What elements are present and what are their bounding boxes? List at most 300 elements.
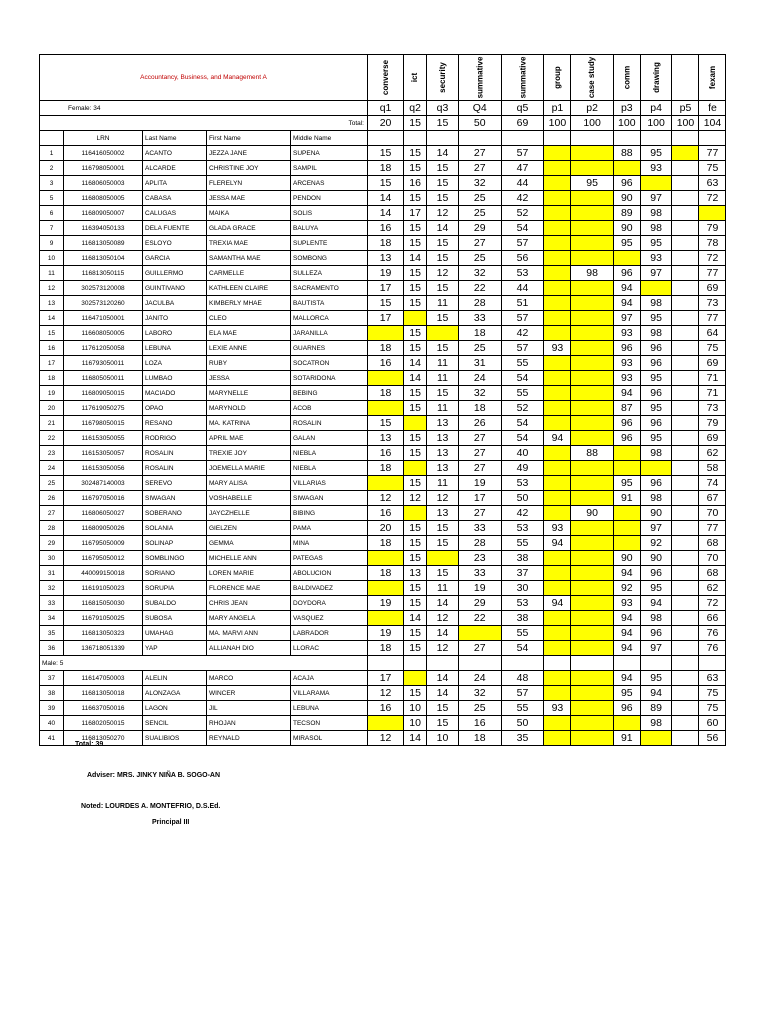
- middle-name-cell: MINA: [291, 536, 368, 551]
- score-cell: [672, 401, 699, 416]
- noted-line: Noted: LOURDES A. MONTEFRIO, D.S.Ed.: [81, 803, 221, 810]
- score-cell: 77: [699, 266, 726, 281]
- score-cell: [571, 326, 613, 341]
- first-name-cell: KIMBERLY MHAE: [207, 296, 291, 311]
- last-name-cell: SUBALDO: [143, 596, 207, 611]
- middle-name-cell: MIRASOL: [291, 731, 368, 746]
- score-cell: 55: [501, 386, 544, 401]
- max-score-cell: 100: [571, 116, 613, 131]
- last-name-cell: MACIADO: [143, 386, 207, 401]
- score-cell: 94: [544, 596, 571, 611]
- student-row: [40, 461, 726, 476]
- score-cell: 95: [613, 236, 640, 251]
- last-name-cell: RODRIGO: [143, 431, 207, 446]
- score-cell: 13: [427, 461, 459, 476]
- score-cell: [544, 446, 571, 461]
- row-number: 37: [40, 671, 64, 686]
- score-cell: 12: [427, 641, 459, 656]
- score-cell: [368, 401, 404, 416]
- score-cell: 95: [640, 311, 672, 326]
- first-name-cell: MARY ALISA: [207, 476, 291, 491]
- last-name-cell: YAP: [143, 641, 207, 656]
- score-cell: 32: [458, 266, 501, 281]
- score-cell: 94: [613, 671, 640, 686]
- blank-cell: [672, 656, 699, 671]
- score-header-blank: [613, 131, 640, 146]
- assessment-code-cell: q3: [427, 101, 459, 116]
- score-cell: 93: [613, 371, 640, 386]
- last-name-cell: SOLANIA: [143, 521, 207, 536]
- male-count-label: Male: 5: [40, 656, 64, 671]
- score-cell: 16: [368, 356, 404, 371]
- score-cell: 15: [404, 596, 427, 611]
- score-cell: 70: [699, 506, 726, 521]
- first-name-cell: KATHLEEN CLAIRE: [207, 281, 291, 296]
- row-number: 2: [40, 161, 64, 176]
- lrn-cell: 116147050003: [64, 671, 143, 686]
- score-cell: [427, 551, 459, 566]
- middle-name-cell: SOCATRON: [291, 356, 368, 371]
- subject-label: summative: [475, 56, 485, 98]
- lrn-cell: 302573120008: [64, 281, 143, 296]
- middle-name-cell: ABOLUCION: [291, 566, 368, 581]
- assessment-code-cell: p1: [544, 101, 571, 116]
- first-name-cell: MICHELLE ANN: [207, 551, 291, 566]
- score-cell: 96: [640, 386, 672, 401]
- score-cell: 48: [501, 671, 544, 686]
- score-cell: 54: [501, 641, 544, 656]
- score-cell: 11: [427, 371, 459, 386]
- score-cell: 14: [427, 686, 459, 701]
- middle-name-cell: DOYDORA: [291, 596, 368, 611]
- last-name-cell: SOMBLINGO: [143, 551, 207, 566]
- totals-row: [40, 116, 726, 131]
- score-cell: 14: [404, 731, 427, 746]
- score-cell: 18: [458, 326, 501, 341]
- score-cell: [672, 191, 699, 206]
- score-cell: 35: [501, 731, 544, 746]
- score-cell: 94: [640, 686, 672, 701]
- middle-name-cell: ROSALIN: [291, 416, 368, 431]
- row-number: 21: [40, 416, 64, 431]
- score-cell: 15: [404, 296, 427, 311]
- score-cell: [544, 176, 571, 191]
- score-cell: 14: [427, 596, 459, 611]
- lrn-cell: 116637050016: [64, 701, 143, 716]
- score-cell: 17: [368, 311, 404, 326]
- student-row: [40, 401, 726, 416]
- score-cell: 16: [368, 506, 404, 521]
- score-cell: [672, 626, 699, 641]
- score-cell: 22: [458, 611, 501, 626]
- score-cell: 62: [699, 581, 726, 596]
- last-name-cell: RESANO: [143, 416, 207, 431]
- row-number: 6: [40, 206, 64, 221]
- score-cell: [571, 401, 613, 416]
- middle-name-cell: SACRAMENTO: [291, 281, 368, 296]
- score-cell: 94: [613, 641, 640, 656]
- score-cell: [544, 146, 571, 161]
- score-cell: 24: [458, 371, 501, 386]
- first-name-cell: FLERELYN: [207, 176, 291, 191]
- last-name-cell: SEREVO: [143, 476, 207, 491]
- last-name-cell: LABORO: [143, 326, 207, 341]
- score-cell: [544, 221, 571, 236]
- score-cell: 31: [458, 356, 501, 371]
- assessment-code-cell: q5: [501, 101, 544, 116]
- lrn-cell: 116153050057: [64, 446, 143, 461]
- middle-name-cell: ACOB: [291, 401, 368, 416]
- score-cell: 96: [640, 626, 672, 641]
- score-header-blank: [427, 131, 459, 146]
- score-cell: [544, 401, 571, 416]
- score-cell: [571, 476, 613, 491]
- max-score-cell: 100: [613, 116, 640, 131]
- last-name-cell: LEBUNA: [143, 341, 207, 356]
- score-cell: [672, 731, 699, 746]
- score-cell: 90: [613, 191, 640, 206]
- score-cell: 94: [544, 431, 571, 446]
- score-cell: 53: [501, 596, 544, 611]
- first-name-cell: ELA MAE: [207, 326, 291, 341]
- first-name-cell: MARCO: [207, 671, 291, 686]
- lrn-cell: 116791050025: [64, 611, 143, 626]
- score-cell: 15: [404, 476, 427, 491]
- score-cell: 15: [427, 566, 459, 581]
- first-name-cell: RUBY: [207, 356, 291, 371]
- score-cell: 15: [404, 191, 427, 206]
- first-name-cell: WINCER: [207, 686, 291, 701]
- score-cell: 90: [640, 551, 672, 566]
- score-cell: 73: [699, 401, 726, 416]
- assessment-code-cell: q2: [404, 101, 427, 116]
- row-number: 17: [40, 356, 64, 371]
- score-cell: 19: [368, 266, 404, 281]
- score-cell: [613, 251, 640, 266]
- student-row: [40, 191, 726, 206]
- score-cell: 25: [458, 701, 501, 716]
- first-name-cell: JEZZA JANE: [207, 146, 291, 161]
- score-cell: 14: [368, 206, 404, 221]
- score-cell: [672, 521, 699, 536]
- score-cell: [640, 281, 672, 296]
- lrn-cell: 116608050005: [64, 326, 143, 341]
- score-cell: [571, 641, 613, 656]
- first-name-header: First Name: [207, 131, 291, 146]
- first-name-cell: MARY ANGELA: [207, 611, 291, 626]
- middle-name-cell: TECSON: [291, 716, 368, 731]
- score-cell: [672, 611, 699, 626]
- student-row: [40, 311, 726, 326]
- score-cell: [672, 581, 699, 596]
- score-cell: 93: [544, 521, 571, 536]
- score-cell: 56: [501, 251, 544, 266]
- score-cell: 55: [501, 626, 544, 641]
- score-header-blank: [699, 131, 726, 146]
- number-header: [40, 131, 64, 146]
- score-cell: 72: [699, 596, 726, 611]
- score-cell: 73: [699, 296, 726, 311]
- score-cell: 12: [427, 206, 459, 221]
- score-cell: 27: [458, 236, 501, 251]
- score-cell: 50: [501, 716, 544, 731]
- score-cell: 15: [427, 341, 459, 356]
- score-cell: [613, 536, 640, 551]
- score-cell: 25: [458, 191, 501, 206]
- last-name-cell: SOLINAP: [143, 536, 207, 551]
- score-cell: 98: [640, 491, 672, 506]
- principal-title: Principal III: [152, 819, 190, 826]
- score-cell: 17: [368, 281, 404, 296]
- student-row: [40, 731, 726, 746]
- score-cell: [571, 626, 613, 641]
- score-cell: 15: [404, 326, 427, 341]
- score-cell: [672, 491, 699, 506]
- score-cell: 13: [404, 566, 427, 581]
- score-cell: 96: [640, 341, 672, 356]
- score-cell: 53: [501, 521, 544, 536]
- last-name-header: Last Name: [143, 131, 207, 146]
- score-cell: [672, 236, 699, 251]
- subject-label: drawing: [651, 61, 661, 93]
- first-name-cell: CHRISTINE JOY: [207, 161, 291, 176]
- score-cell: 77: [699, 311, 726, 326]
- row-number: 23: [40, 446, 64, 461]
- score-cell: 15: [404, 341, 427, 356]
- last-name-cell: SENCIL: [143, 716, 207, 731]
- score-cell: 22: [458, 281, 501, 296]
- score-cell: 50: [501, 491, 544, 506]
- first-name-cell: TREXIE JOY: [207, 446, 291, 461]
- middle-name-cell: JARANILLA: [291, 326, 368, 341]
- score-cell: 27: [458, 506, 501, 521]
- score-cell: 91: [613, 491, 640, 506]
- score-cell: [672, 386, 699, 401]
- score-cell: [544, 461, 571, 476]
- score-cell: 15: [404, 551, 427, 566]
- last-name-cell: SUALIBIOS: [143, 731, 207, 746]
- score-cell: 33: [458, 521, 501, 536]
- score-cell: 15: [404, 521, 427, 536]
- score-cell: 19: [458, 476, 501, 491]
- first-name-cell: REYNALD: [207, 731, 291, 746]
- blank-cell: [544, 656, 571, 671]
- score-cell: 17: [458, 491, 501, 506]
- student-row: [40, 641, 726, 656]
- score-cell: [672, 701, 699, 716]
- female-count-label: Female: 34: [40, 101, 368, 116]
- middle-name-cell: VASQUEZ: [291, 611, 368, 626]
- max-score-cell: 15: [427, 116, 459, 131]
- score-cell: 94: [613, 626, 640, 641]
- score-cell: [368, 551, 404, 566]
- first-name-cell: JOEMELLA MARIE: [207, 461, 291, 476]
- score-cell: [571, 236, 613, 251]
- score-cell: [571, 536, 613, 551]
- lrn-cell: 116808050005: [64, 191, 143, 206]
- subject-label: security: [437, 61, 447, 93]
- student-row: [40, 431, 726, 446]
- score-cell: 16: [368, 221, 404, 236]
- subject-header-cell: [571, 55, 613, 101]
- row-number: 29: [40, 536, 64, 551]
- score-cell: 72: [699, 191, 726, 206]
- score-cell: 17: [368, 671, 404, 686]
- subject-label: group: [552, 65, 562, 89]
- score-cell: [544, 266, 571, 281]
- student-row: [40, 671, 726, 686]
- score-cell: [640, 731, 672, 746]
- score-cell: 32: [458, 386, 501, 401]
- student-row: [40, 356, 726, 371]
- middle-name-header: Middle Name: [291, 131, 368, 146]
- score-cell: 37: [501, 566, 544, 581]
- score-cell: [544, 686, 571, 701]
- score-cell: 96: [613, 431, 640, 446]
- score-cell: 15: [368, 146, 404, 161]
- score-cell: 15: [427, 161, 459, 176]
- lrn-cell: 116809050007: [64, 206, 143, 221]
- score-cell: 15: [404, 401, 427, 416]
- score-cell: 15: [404, 221, 427, 236]
- score-cell: 12: [427, 491, 459, 506]
- score-cell: 72: [699, 251, 726, 266]
- score-cell: [672, 266, 699, 281]
- score-cell: [368, 326, 404, 341]
- score-cell: 95: [640, 431, 672, 446]
- score-header-blank: [672, 131, 699, 146]
- score-cell: [571, 581, 613, 596]
- score-cell: 79: [699, 221, 726, 236]
- score-cell: 98: [640, 611, 672, 626]
- max-score-cell: 100: [544, 116, 571, 131]
- score-cell: [571, 491, 613, 506]
- score-cell: 97: [640, 521, 672, 536]
- subject-label: converse: [381, 59, 391, 95]
- score-cell: 96: [640, 356, 672, 371]
- row-number: 11: [40, 266, 64, 281]
- student-row: [40, 416, 726, 431]
- score-cell: 11: [427, 296, 459, 311]
- score-cell: 95: [640, 671, 672, 686]
- score-cell: 15: [404, 161, 427, 176]
- score-cell: 91: [613, 731, 640, 746]
- score-cell: 25: [458, 206, 501, 221]
- lrn-cell: 116471050001: [64, 311, 143, 326]
- score-cell: 20: [368, 521, 404, 536]
- middle-name-cell: PENDON: [291, 191, 368, 206]
- student-row: [40, 206, 726, 221]
- column-header-row: [40, 131, 726, 146]
- score-cell: 13: [427, 416, 459, 431]
- first-name-cell: MARYNOLD: [207, 401, 291, 416]
- score-cell: [571, 566, 613, 581]
- score-cell: [672, 476, 699, 491]
- score-cell: 15: [427, 281, 459, 296]
- row-number: 38: [40, 686, 64, 701]
- middle-name-cell: NIEBLA: [291, 446, 368, 461]
- lrn-cell: 116795050009: [64, 536, 143, 551]
- score-cell: 15: [404, 431, 427, 446]
- score-cell: [672, 371, 699, 386]
- lrn-cell: 116153050055: [64, 431, 143, 446]
- max-score-cell: 69: [501, 116, 544, 131]
- row-number: 30: [40, 551, 64, 566]
- student-row: [40, 146, 726, 161]
- score-cell: 97: [613, 311, 640, 326]
- score-cell: 98: [640, 206, 672, 221]
- score-cell: 93: [613, 356, 640, 371]
- score-cell: [672, 536, 699, 551]
- score-cell: 75: [699, 701, 726, 716]
- subject-header-cell: [672, 55, 699, 101]
- score-cell: 94: [640, 596, 672, 611]
- subject-header-cell: [699, 55, 726, 101]
- score-cell: 95: [640, 581, 672, 596]
- score-cell: 12: [427, 266, 459, 281]
- score-cell: 15: [404, 446, 427, 461]
- score-cell: 63: [699, 176, 726, 191]
- first-name-cell: FLORENCE MAE: [207, 581, 291, 596]
- middle-name-cell: SOMBONG: [291, 251, 368, 266]
- student-row: [40, 596, 726, 611]
- score-cell: 15: [404, 626, 427, 641]
- score-cell: 87: [613, 401, 640, 416]
- total-label: Total:: [40, 116, 368, 131]
- row-number: 31: [40, 566, 64, 581]
- score-cell: 15: [404, 386, 427, 401]
- score-cell: [571, 521, 613, 536]
- score-header-blank: [368, 131, 404, 146]
- first-name-cell: JESSA: [207, 371, 291, 386]
- score-cell: [571, 296, 613, 311]
- score-cell: 93: [640, 161, 672, 176]
- score-cell: [672, 296, 699, 311]
- score-cell: 16: [404, 176, 427, 191]
- assessment-code-cell: q1: [368, 101, 404, 116]
- score-cell: 96: [613, 416, 640, 431]
- score-cell: 10: [404, 701, 427, 716]
- last-name-cell: LAGON: [143, 701, 207, 716]
- score-cell: 90: [613, 221, 640, 236]
- score-cell: 69: [699, 356, 726, 371]
- score-cell: 90: [640, 506, 672, 521]
- score-cell: 49: [501, 461, 544, 476]
- score-cell: 28: [458, 536, 501, 551]
- row-number: 19: [40, 386, 64, 401]
- score-cell: 57: [501, 686, 544, 701]
- row-number: 27: [40, 506, 64, 521]
- row-number: 35: [40, 626, 64, 641]
- score-cell: 92: [640, 536, 672, 551]
- score-header-blank: [571, 131, 613, 146]
- row-number: 9: [40, 236, 64, 251]
- blank-cell: [404, 656, 427, 671]
- assessment-code-cell: Q4: [458, 101, 501, 116]
- score-cell: 19: [368, 596, 404, 611]
- middle-name-cell: BEBING: [291, 386, 368, 401]
- score-cell: 32: [458, 686, 501, 701]
- last-name-cell: SIWAGAN: [143, 491, 207, 506]
- student-row: [40, 371, 726, 386]
- score-cell: 10: [427, 731, 459, 746]
- score-cell: [544, 416, 571, 431]
- first-name-cell: MAIKA: [207, 206, 291, 221]
- score-cell: [672, 326, 699, 341]
- score-cell: 18: [368, 341, 404, 356]
- row-number: 28: [40, 521, 64, 536]
- middle-name-cell: GALAN: [291, 431, 368, 446]
